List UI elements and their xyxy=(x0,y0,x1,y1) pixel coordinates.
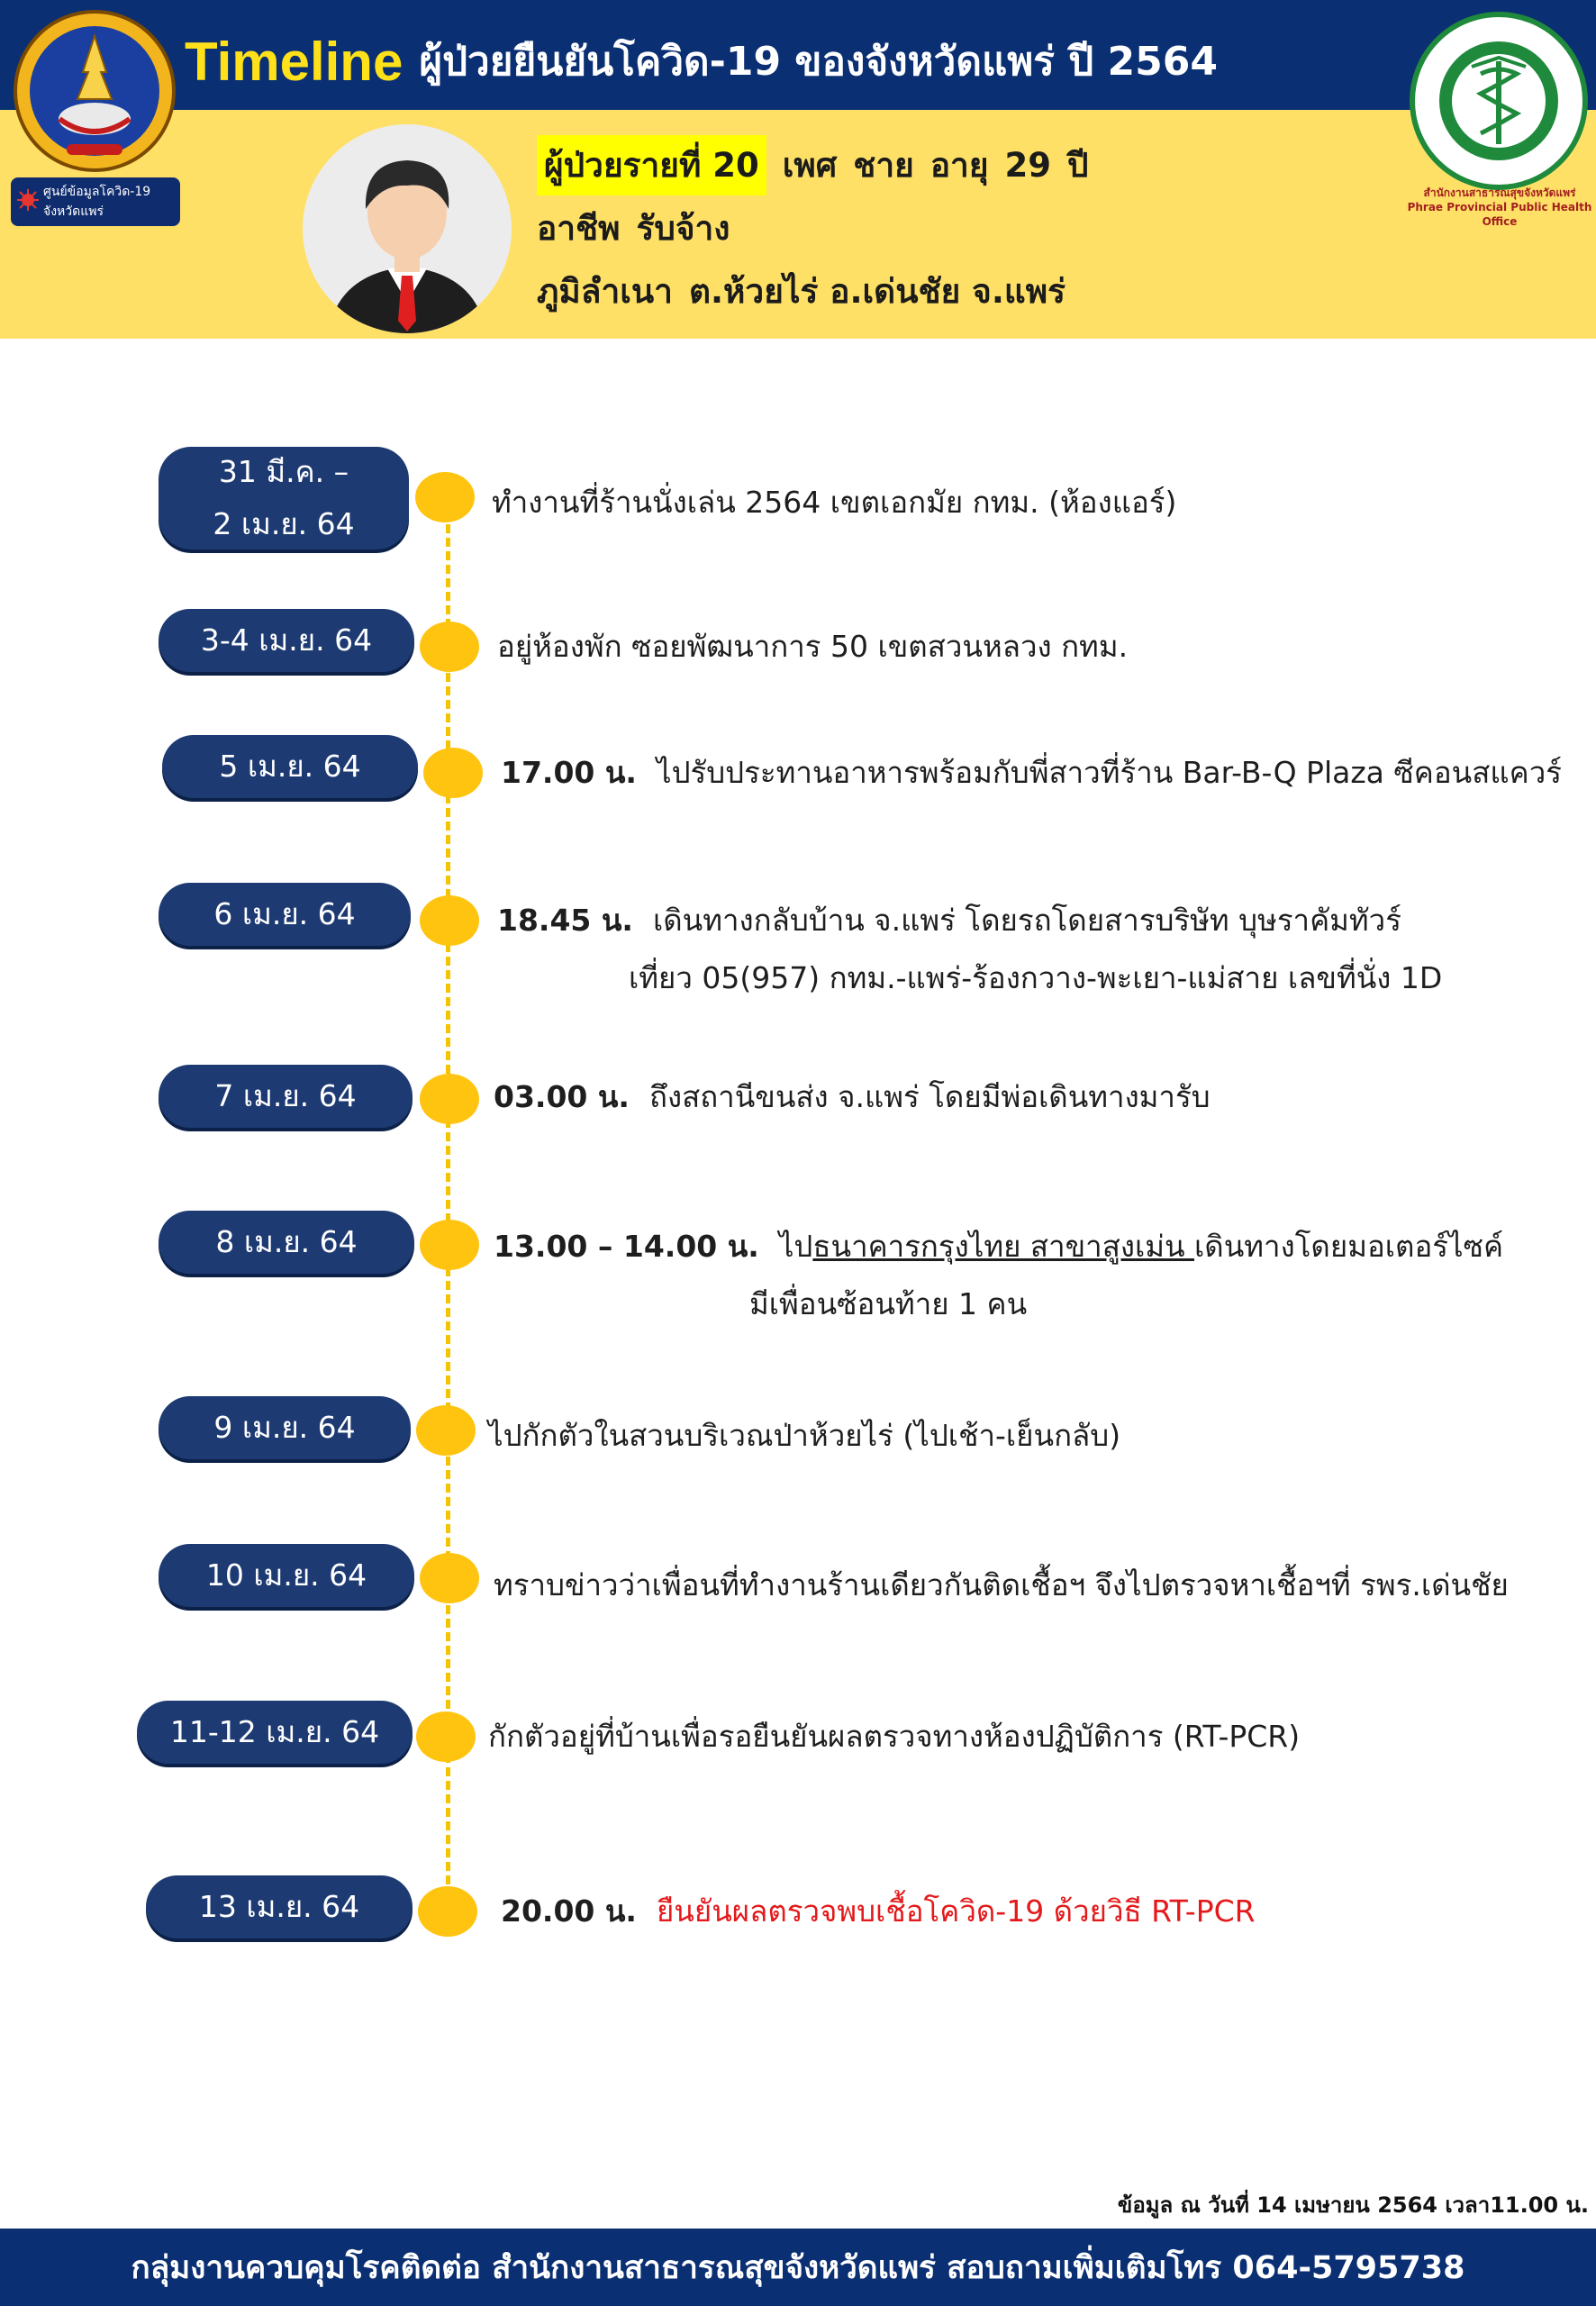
timeline-dot xyxy=(420,1553,479,1603)
date-line: 7 เม.ย. 64 xyxy=(214,1078,357,1113)
patient-line-1 xyxy=(537,133,1089,196)
event-text: ทำงานที่ร้านนั่งเล่น 2564 เขตเอกมัย กทม. (ห้องแอร์) xyxy=(492,485,1177,520)
event-text: อยู่ห้องพัก ซอยพัฒนาการ 50 เขตสวนหลวง กทม. xyxy=(497,629,1129,664)
event-text: ถึงสถานีขนส่ง จ.แพร่ โดยมีพ่อเดินทางมารับ xyxy=(648,1079,1211,1114)
ministry-of-public-health-seal-icon xyxy=(1409,11,1589,191)
timeline-event-10 xyxy=(501,1883,1256,1940)
timeline-date-7 xyxy=(159,1396,411,1459)
moph-caption xyxy=(1405,186,1594,229)
timeline-event-7 xyxy=(488,1407,1120,1465)
event-text: ทราบข่าวว่าเพื่อนที่ทำงานร้านเดียวกันติดเชื้อฯ จึงไปตรวจหาเชื้อฯที่ รพร.เด่นชัย xyxy=(494,1567,1509,1602)
info-center-line-1: ศูนย์ข้อมูลโควิด-19 xyxy=(43,185,151,199)
timeline-dot xyxy=(418,1886,477,1937)
event-time: 18.45 น. xyxy=(497,903,633,938)
event-text-underlined: ธนาคารกรุงไทย สาขาสูงเม่น xyxy=(812,1229,1195,1264)
patient-info xyxy=(537,133,1089,322)
age-value: 29 xyxy=(1004,145,1052,185)
domicile-value: ต.ห้วยไร่ อ.เด่นชัย จ.แพร่ xyxy=(688,271,1066,311)
moph-caption-en: Phrae Provincial Public Health Office xyxy=(1407,201,1592,228)
info-center-line-2: จังหวัดแพร่ xyxy=(43,204,104,219)
title-timeline: Timeline xyxy=(185,31,404,92)
event-text: ไปรับประทานอาหารพร้อมกับพี่สาวที่ร้าน Bar-B-Q Plaza ซีคอนสแควร์ xyxy=(656,755,1562,790)
date-line: 3-4 เม.ย. 64 xyxy=(200,622,373,658)
domicile-label: ภูมิลำเนา xyxy=(537,271,673,311)
timeline-event-2 xyxy=(497,618,1128,676)
age-unit: ปี xyxy=(1067,145,1089,185)
timeline-dot xyxy=(416,1711,476,1762)
moph-caption-th: สำนักงานสาธารณสุขจังหวัดแพร่ xyxy=(1423,186,1576,199)
contact-footer xyxy=(0,2229,1596,2306)
sex-value: ชาย xyxy=(853,145,914,185)
timeline-date-6 xyxy=(159,1211,414,1274)
event-text: เดินทางกลับบ้าน จ.แพร่ โดยรถโดยสารบริษัท บุษราคัมทัวร์ xyxy=(652,903,1401,938)
timeline-event-6 xyxy=(494,1218,1503,1333)
timeline-date-3 xyxy=(162,735,418,798)
timeline-dot xyxy=(423,748,483,798)
timeline-date-8 xyxy=(159,1544,414,1607)
contact-text: กลุ่มงานควบคุมโรคติดต่อ สำนักงานสาธารณสุขจังหวัดแพร่ สอบถามเพิ่มเติมโทร 064-5795738 xyxy=(131,2249,1465,2286)
age-label: อายุ xyxy=(929,145,989,185)
patient-line-3 xyxy=(537,259,1089,322)
date-line: 10 เม.ย. 64 xyxy=(205,1557,367,1593)
timeline-dot xyxy=(415,472,475,522)
event-time: 20.00 น. xyxy=(501,1893,637,1929)
data-as-of: ข้อมูล ณ วันที่ 14 เมษายน 2564 เวลา11.00 น. xyxy=(1117,2193,1589,2218)
event-text-continued: เที่ยว 05(957) กทม.-แพร่-ร้องกวาง-พะเยา-แม่สาย เลขที่นั่ง 1D xyxy=(629,960,1443,995)
timeline-dot xyxy=(420,1074,479,1124)
page-title xyxy=(185,25,1218,97)
date-line: 6 เม.ย. 64 xyxy=(213,896,356,931)
event-time: 13.00 – 14.00 น. xyxy=(494,1229,759,1264)
title-subtitle: ผู้ป่วยยืนยันโควิด-19 ของจังหวัดแพร่ ปี 2564 xyxy=(419,39,1218,85)
date-line: 9 เม.ย. 64 xyxy=(213,1410,356,1445)
event-text: ไป xyxy=(778,1229,813,1264)
event-text: ไปกักตัวในสวนบริเวณป่าห้วยไร่ (ไปเช้า-เย็นกลับ) xyxy=(488,1418,1121,1453)
date-line: 13 เม.ย. 64 xyxy=(198,1889,360,1924)
virus-icon xyxy=(16,188,40,212)
timeline-event-9 xyxy=(488,1708,1300,1766)
occupation-label: อาชีพ xyxy=(537,208,621,248)
timeline-date-1 xyxy=(159,447,409,549)
patient-line-2 xyxy=(537,196,1089,259)
timeline-date-2 xyxy=(159,609,414,672)
timeline-event-8 xyxy=(494,1557,1509,1614)
event-text-continued: มีเพื่อนซ้อนท้าย 1 คน xyxy=(749,1286,1028,1321)
businessman-avatar-icon xyxy=(301,123,513,335)
case-number: ผู้ป่วยรายที่ 20 xyxy=(537,135,766,195)
info-center-badge xyxy=(11,177,180,226)
date-line: 2 เม.ย. 64 xyxy=(213,506,355,541)
event-time: 17.00 น. xyxy=(501,755,637,790)
timeline-date-5 xyxy=(159,1065,413,1128)
provincial-seal-icon xyxy=(13,9,177,173)
timeline-dot xyxy=(420,622,479,672)
timeline-dot xyxy=(420,895,479,946)
timeline-dot xyxy=(416,1405,476,1456)
occupation-value: รับจ้าง xyxy=(636,208,730,248)
sex-label: เพศ xyxy=(782,145,838,185)
event-text-confirmed: ยืนยันผลตรวจพบเชื้อโควิด-19 ด้วยวิธี RT-PCR xyxy=(656,1893,1256,1929)
timeline-date-4 xyxy=(159,883,411,946)
event-time: 03.00 น. xyxy=(494,1079,630,1114)
date-line: 5 เม.ย. 64 xyxy=(219,749,361,784)
event-text: กักตัวอยู่ที่บ้านเพื่อรอยืนยันผลตรวจทางห้องปฏิบัติการ (RT-PCR) xyxy=(488,1719,1301,1754)
timeline-dot xyxy=(420,1220,479,1270)
date-line: 8 เม.ย. 64 xyxy=(215,1224,358,1259)
timeline-event-4 xyxy=(497,892,1442,1007)
timeline-axis xyxy=(446,497,450,1911)
event-text: เดินทางโดยมอเตอร์ไซค์ xyxy=(1194,1229,1504,1264)
date-line: 31 มี.ค. – xyxy=(218,454,349,489)
date-line: 11-12 เม.ย. 64 xyxy=(169,1714,380,1749)
timeline-date-10 xyxy=(146,1875,413,1938)
timeline-event-1 xyxy=(492,474,1176,531)
timeline-event-3 xyxy=(501,744,1562,802)
timeline-event-5 xyxy=(494,1068,1211,1126)
timeline-date-9 xyxy=(137,1701,413,1764)
